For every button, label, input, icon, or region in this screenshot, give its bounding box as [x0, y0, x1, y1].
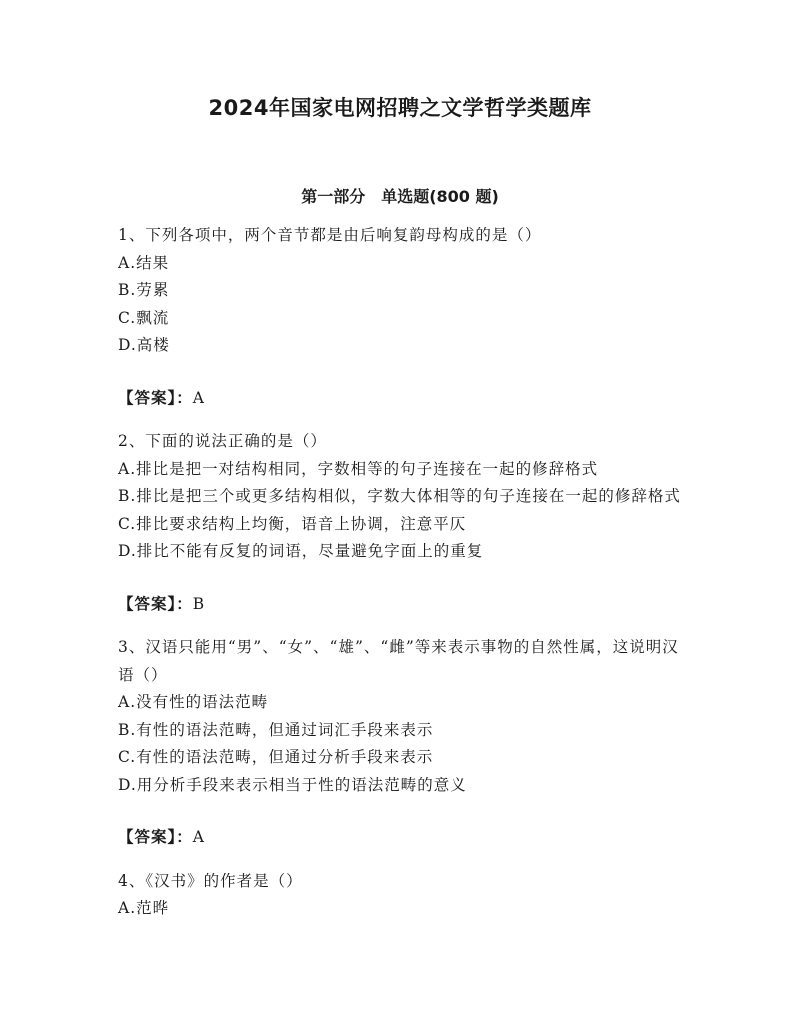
option-a: A.范晔: [118, 899, 170, 917]
question-stem: 4、《汉书》的作者是（）: [118, 871, 303, 890]
option-d: D.用分析手段来表示相当于性的语法范畴的意义: [118, 775, 467, 794]
option-c: C.排比要求结构上均衡，语音上协调，注意平仄: [118, 514, 467, 533]
option-b: B.有性的语法范畴，但通过词汇手段来表示: [118, 720, 434, 739]
answer-value: A: [192, 388, 205, 407]
answer-value: B: [192, 594, 206, 613]
option-d: D.高楼: [118, 336, 170, 354]
option-b: B.排比是把三个或更多结构相似，字数大体相等的句子连接在一起的修辞格式: [118, 487, 681, 505]
option-b: B.劳累: [118, 281, 170, 299]
answer-line: [118, 590, 688, 619]
answer-label: 【答案】：: [118, 593, 193, 613]
option-a: A.结果: [118, 253, 170, 272]
question-2: [118, 428, 688, 618]
question-stem: 3、汉语只能用“男”、“女”、“雄”、“雌”等来表示事物的自然性属，这说明汉语（）: [118, 638, 679, 684]
option-a: A.排比是把一对结构相同，字数相等的句子连接在一起的修辞格式: [118, 459, 599, 478]
option-c: C.飘流: [118, 308, 170, 327]
question-1: [118, 222, 688, 412]
question-4: [118, 868, 688, 923]
option-c: C.有性的语法范畴，但通过分析手段来表示: [118, 748, 434, 766]
section-heading: 第一部分 单选题(800 题): [301, 187, 499, 206]
answer-label: 【答案】：: [118, 827, 193, 846]
answer-value: A: [192, 828, 205, 846]
question-list: [118, 222, 688, 923]
document-title: 2024年国家电网招聘之文学哲学类题库: [208, 96, 592, 120]
option-d: D.排比不能有反复的词语，尽量避免字面上的重复: [118, 542, 484, 560]
option-a: A.没有性的语法范畴: [118, 693, 269, 711]
answer-line: [118, 823, 688, 852]
question-stem: 2、下面的说法正确的是（）: [118, 432, 327, 450]
answer-label: 【答案】：: [118, 387, 193, 407]
question-stem: 1、下列各项中，两个音节都是由后响复韵母构成的是（）: [118, 226, 542, 244]
answer-line: [118, 384, 688, 413]
question-3: [118, 634, 688, 852]
